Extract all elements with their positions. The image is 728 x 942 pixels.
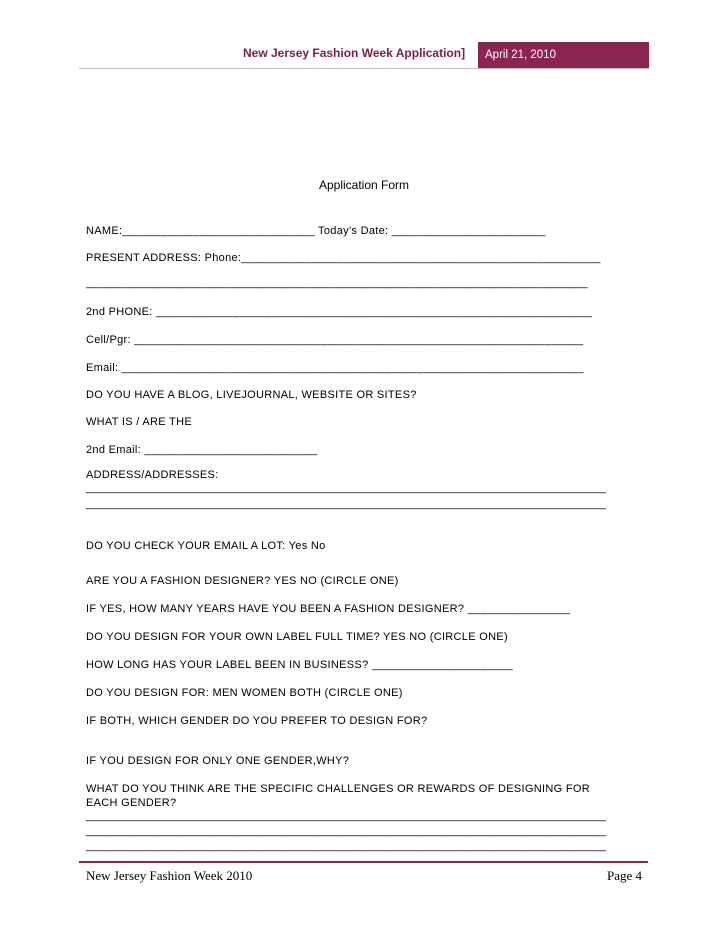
design-for-question: DO YOU DESIGN FOR: MEN WOMEN BOTH (CIRCLE ONE) bbox=[86, 687, 403, 699]
addresses-label: ADDRESS/ADDRESSES: bbox=[86, 469, 219, 481]
header-title: New Jersey Fashion Week Application] bbox=[243, 46, 466, 60]
footer-title: New Jersey Fashion Week 2010 bbox=[86, 868, 253, 883]
form-title: Application Form bbox=[318, 178, 410, 192]
what-is-are-label: WHAT IS / ARE THE bbox=[86, 416, 192, 428]
challenges-question-line-2: EACH GENDER? bbox=[86, 797, 177, 809]
cell-pager-line: Cell/Pgr: ______________________________________________________________________ bbox=[86, 334, 584, 346]
prefer-gender-question: IF BOTH, WHICH GENDER DO YOU PREFER TO DESIGN FOR? bbox=[86, 715, 428, 727]
years-designer-question: IF YES, HOW MANY YEARS HAVE YOU BEEN A FASHION DESIGNER? ________________ bbox=[86, 603, 571, 615]
header-divider bbox=[79, 68, 649, 69]
second-phone-line: 2nd PHONE: ____________________________________________________________________ bbox=[86, 306, 593, 318]
challenges-blank-line-2: _____________________________________________________________________________________ bbox=[86, 825, 607, 837]
footer-divider bbox=[79, 861, 648, 863]
label-business-question: HOW LONG HAS YOUR LABEL BEEN IN BUSINESS? ______________________ bbox=[86, 659, 514, 671]
challenges-blank-line-3: _____________________________________________________________________________________ bbox=[86, 840, 607, 852]
header-date-badge: April 21, 2010 bbox=[478, 42, 649, 68]
second-email-line: 2nd Email: ___________________________ bbox=[86, 444, 318, 456]
fashion-designer-question: ARE YOU A FASHION DESIGNER? YES NO (CIRCLE ONE) bbox=[86, 575, 399, 587]
check-email-question: DO YOU CHECK YOUR EMAIL A LOT: Yes No bbox=[86, 540, 326, 552]
challenges-blank-line-1: _____________________________________________________________________________________ bbox=[86, 810, 607, 822]
one-gender-why-question: IF YOU DESIGN FOR ONLY ONE GENDER,WHY? bbox=[86, 755, 350, 767]
own-label-question: DO YOU DESIGN FOR YOUR OWN LABEL FULL TIME? YES NO (CIRCLE ONE) bbox=[86, 631, 508, 643]
present-address-phone-line: PRESENT ADDRESS: Phone:________________________________________________________ bbox=[86, 252, 601, 264]
blog-question: DO YOU HAVE A BLOG, LIVEJOURNAL, WEBSITE OR SITES? bbox=[86, 389, 417, 401]
addresses-blank-line-1: _____________________________________________________________________________________ bbox=[86, 482, 607, 494]
page-number: Page 4 bbox=[606, 868, 642, 883]
address-blank-line: __________________________________________________________________________________ bbox=[86, 277, 588, 289]
addresses-blank-line-2: _____________________________________________________________________________________ bbox=[86, 498, 607, 510]
name-date-line: NAME:______________________________ Today’s Date: ________________________ bbox=[86, 225, 546, 237]
email-line: Email: ________________________________________________________________________ bbox=[86, 362, 584, 374]
challenges-question-line-1: WHAT DO YOU THINK ARE THE SPECIFIC CHALLENGES OR REWARDS OF DESIGNING FOR bbox=[86, 783, 590, 795]
